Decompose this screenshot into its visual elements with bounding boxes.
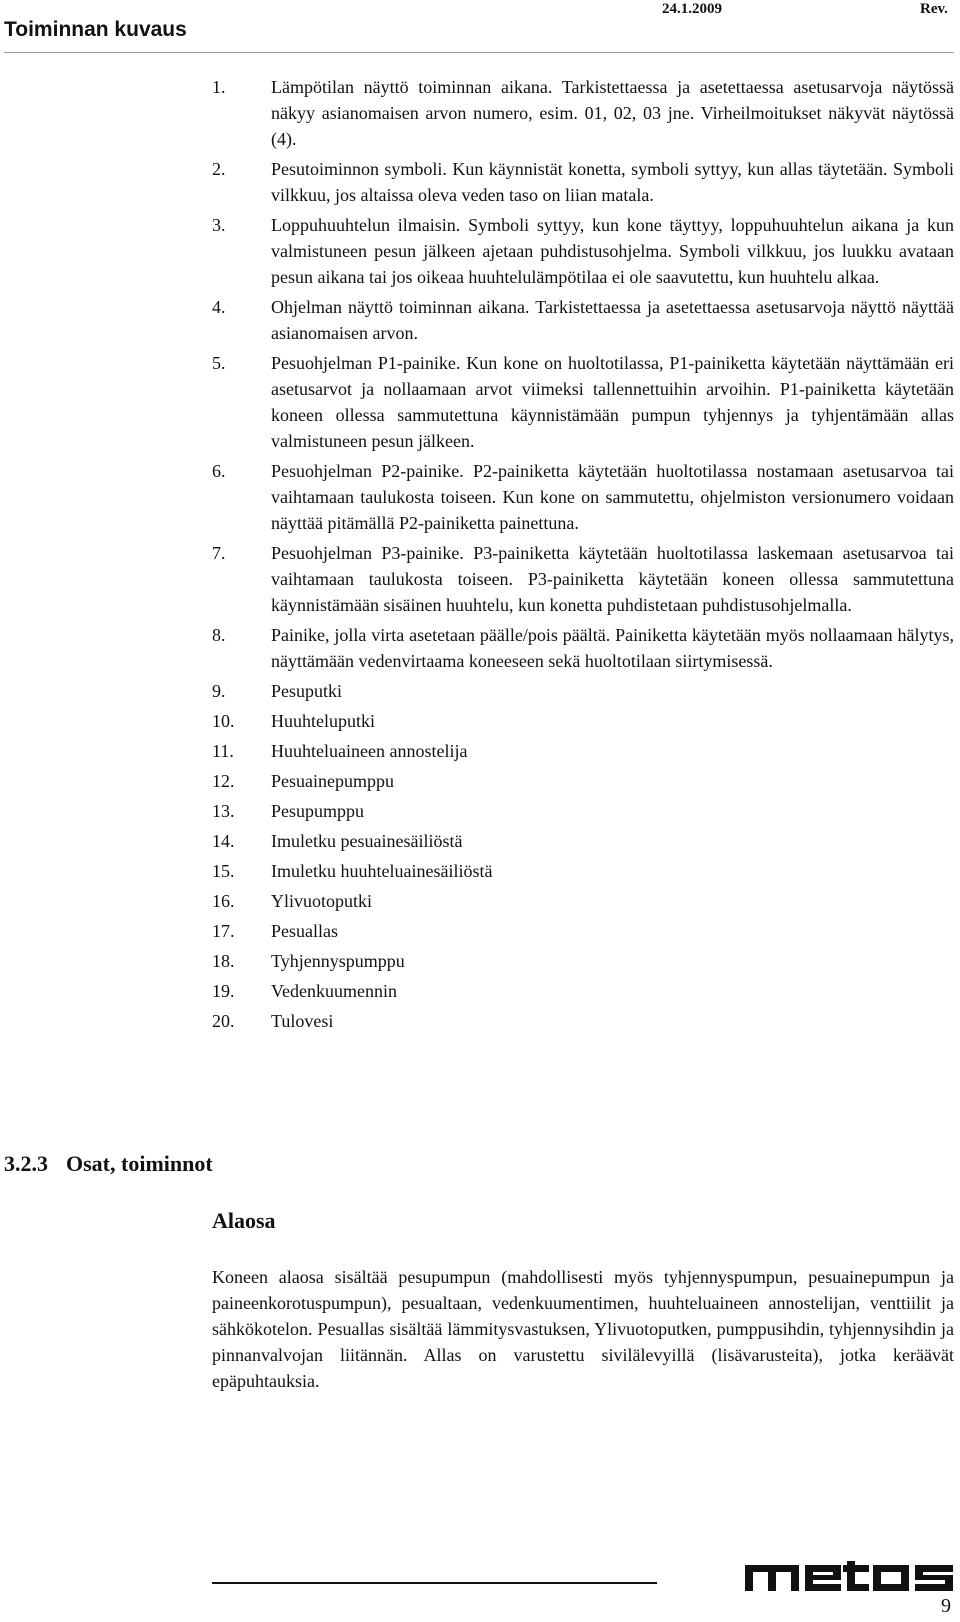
- list-item: [212, 888, 954, 914]
- list-item: [212, 156, 954, 208]
- item-number: 13.: [212, 801, 235, 821]
- item-number: 20.: [212, 1011, 235, 1031]
- document-date: 24.1.2009: [662, 1, 722, 17]
- item-number: 4.: [212, 297, 226, 317]
- list-item: [212, 858, 954, 884]
- list-item: [212, 294, 954, 346]
- item-text: Painike, jolla virta asetetaan päälle/pois päältä. Painiketta käytetään myös nollaamaan hälytys, näyttämään vedenvirtaama koneeseen sekä huoltotilaan siirtymisessä.: [271, 625, 954, 671]
- subheading: Alaosa: [212, 1208, 276, 1233]
- metos-logo: [745, 1561, 955, 1600]
- item-text: Pesutoiminnon symboli. Kun käynnistät konetta, symboli syttyy, kun allas täytetään. Symboli vilkkuu, jos altaissa oleva veden taso on liian matala.: [271, 159, 954, 205]
- item-text: Ohjelman näyttö toiminnan aikana. Tarkistettaessa ja asetettaessa asetusarvoja näyttö näyttää asianomaisen arvon.: [271, 297, 954, 343]
- list-item: [212, 540, 954, 618]
- document-title: Toiminnan kuvaus: [4, 18, 187, 41]
- item-number: 17.: [212, 921, 235, 941]
- footer-divider: [212, 1582, 657, 1584]
- item-number: 2.: [212, 159, 226, 179]
- item-text: Pesuohjelman P3-painike. P3-painiketta käytetään huoltotilassa laskemaan asetusarvoa tai vaihtamaan taulukosta toiseen. P3-painiketta käytetään koneen ollessa sammutettuna käynnistämään sisäinen huuhtelu, kun konetta puhdistetaan puhdistusohjelmalla.: [271, 543, 954, 615]
- list-item: [212, 458, 954, 536]
- item-text: Tyhjennyspumppu: [271, 951, 405, 971]
- numbered-item-list: [212, 74, 954, 1038]
- item-text: Pesuputki: [271, 681, 343, 701]
- list-item: [212, 74, 954, 152]
- item-number: 11.: [212, 741, 234, 761]
- item-text: Pesupumppu: [271, 801, 365, 821]
- item-text: Lämpötilan näyttö toiminnan aikana. Tarkistettaessa ja asetettaessa asetusarvoja näytössä näkyy asianomaisen arvon numero, esim. 01, 02, 03 jne. Virheilmoitukset näkyvät näytössä (4).: [271, 77, 954, 149]
- list-item: [212, 1008, 954, 1034]
- item-text: Pesuainepumppu: [271, 771, 394, 791]
- list-item: [212, 622, 954, 674]
- item-text: Pesuohjelman P2-painike. P2-painiketta käytetään huoltotilassa nostamaan asetusarvoa tai vaihtamaan taulukosta toiseen. Kun kone on sammutettu, ohjelmiston versionumero voidaan näyttää pitämällä P2-painiketta painettuna.: [271, 461, 954, 533]
- list-item: [212, 708, 954, 734]
- item-text: Huuhteluputki: [271, 711, 375, 731]
- item-text: Loppuhuuhtelun ilmaisin. Symboli syttyy, kun kone täyttyy, loppuhuuhtelun aikana ja kun valmistuneen pesun jälkeen ajetaan puhdistusohjelma. Symboli vilkkuu, jos luukku avataan pesun aikana tai jos oikeaa huuhtelulämpötilaa ei ole saavutettu, kun huuhtelu alkaa.: [271, 215, 954, 287]
- item-text: Imuletku huuhteluainesäiliöstä: [271, 861, 493, 881]
- item-number: 15.: [212, 861, 235, 881]
- section-number: 3.2.3: [4, 1151, 48, 1176]
- list-item: [212, 828, 954, 854]
- item-number: 3.: [212, 215, 226, 235]
- body-paragraph: Koneen alaosa sisältää pesupumpun (mahdollisesti myös tyhjennyspumpun, pesuainepumpun ja paineenkorotuspumpun), pesualtaan, vedenkuumentimen, huuhteluaineen annostelijan, venttiilit ja sähkökotelon. Pesuallas sisältää lämmitysvastuksen, Ylivuotoputken, pumppusihdin, tyhjennysihdin ja pinnanvalvojan liitännän. Allas on varustettu sivilälevyillä (lisävarusteita), jotka keräävät epäpuhtauksia.: [212, 1267, 954, 1391]
- list-item: [212, 978, 954, 1004]
- item-number: 16.: [212, 891, 235, 911]
- item-number: 12.: [212, 771, 235, 791]
- section-heading: [4, 1151, 213, 1177]
- list-item: [212, 678, 954, 704]
- item-text: Huuhteluaineen annostelija: [271, 741, 468, 761]
- item-number: 5.: [212, 353, 226, 373]
- revision-label: Rev.: [920, 1, 948, 17]
- item-number: 8.: [212, 625, 226, 645]
- item-number: 7.: [212, 543, 226, 563]
- header-divider: [4, 52, 954, 53]
- item-number: 10.: [212, 711, 235, 731]
- list-item: [212, 212, 954, 290]
- item-text: Ylivuotoputki: [271, 891, 373, 911]
- item-number: 18.: [212, 951, 235, 971]
- list-item: [212, 918, 954, 944]
- item-text: Pesuallas: [271, 921, 338, 941]
- item-number: 14.: [212, 831, 235, 851]
- item-number: 9.: [212, 681, 226, 701]
- list-item: [212, 768, 954, 794]
- item-number: 1.: [212, 77, 226, 97]
- page-number: 9: [941, 1595, 951, 1617]
- list-item: [212, 350, 954, 454]
- item-text: Pesuohjelman P1-painike. Kun kone on huoltotilassa, P1-painiketta käytetään näyttämään eri asetusarvot ja nollaamaan arvot viimeksi tallennettuihin arvoihin. P1-painiketta käytetään koneen ollessa sammutettuna käynnistämään pumpun tyhjennys ja tyhjentämään allas valmistuneen pesun jälkeen.: [271, 353, 954, 451]
- section-title: Osat, toiminnot: [66, 1151, 213, 1176]
- item-text: Tulovesi: [271, 1011, 334, 1031]
- list-item: [212, 948, 954, 974]
- list-item: [212, 738, 954, 764]
- list-item: [212, 798, 954, 824]
- item-number: 19.: [212, 981, 235, 1001]
- item-text: Imuletku pesuainesäiliöstä: [271, 831, 463, 851]
- item-text: Vedenkuumennin: [271, 981, 397, 1001]
- item-number: 6.: [212, 461, 226, 481]
